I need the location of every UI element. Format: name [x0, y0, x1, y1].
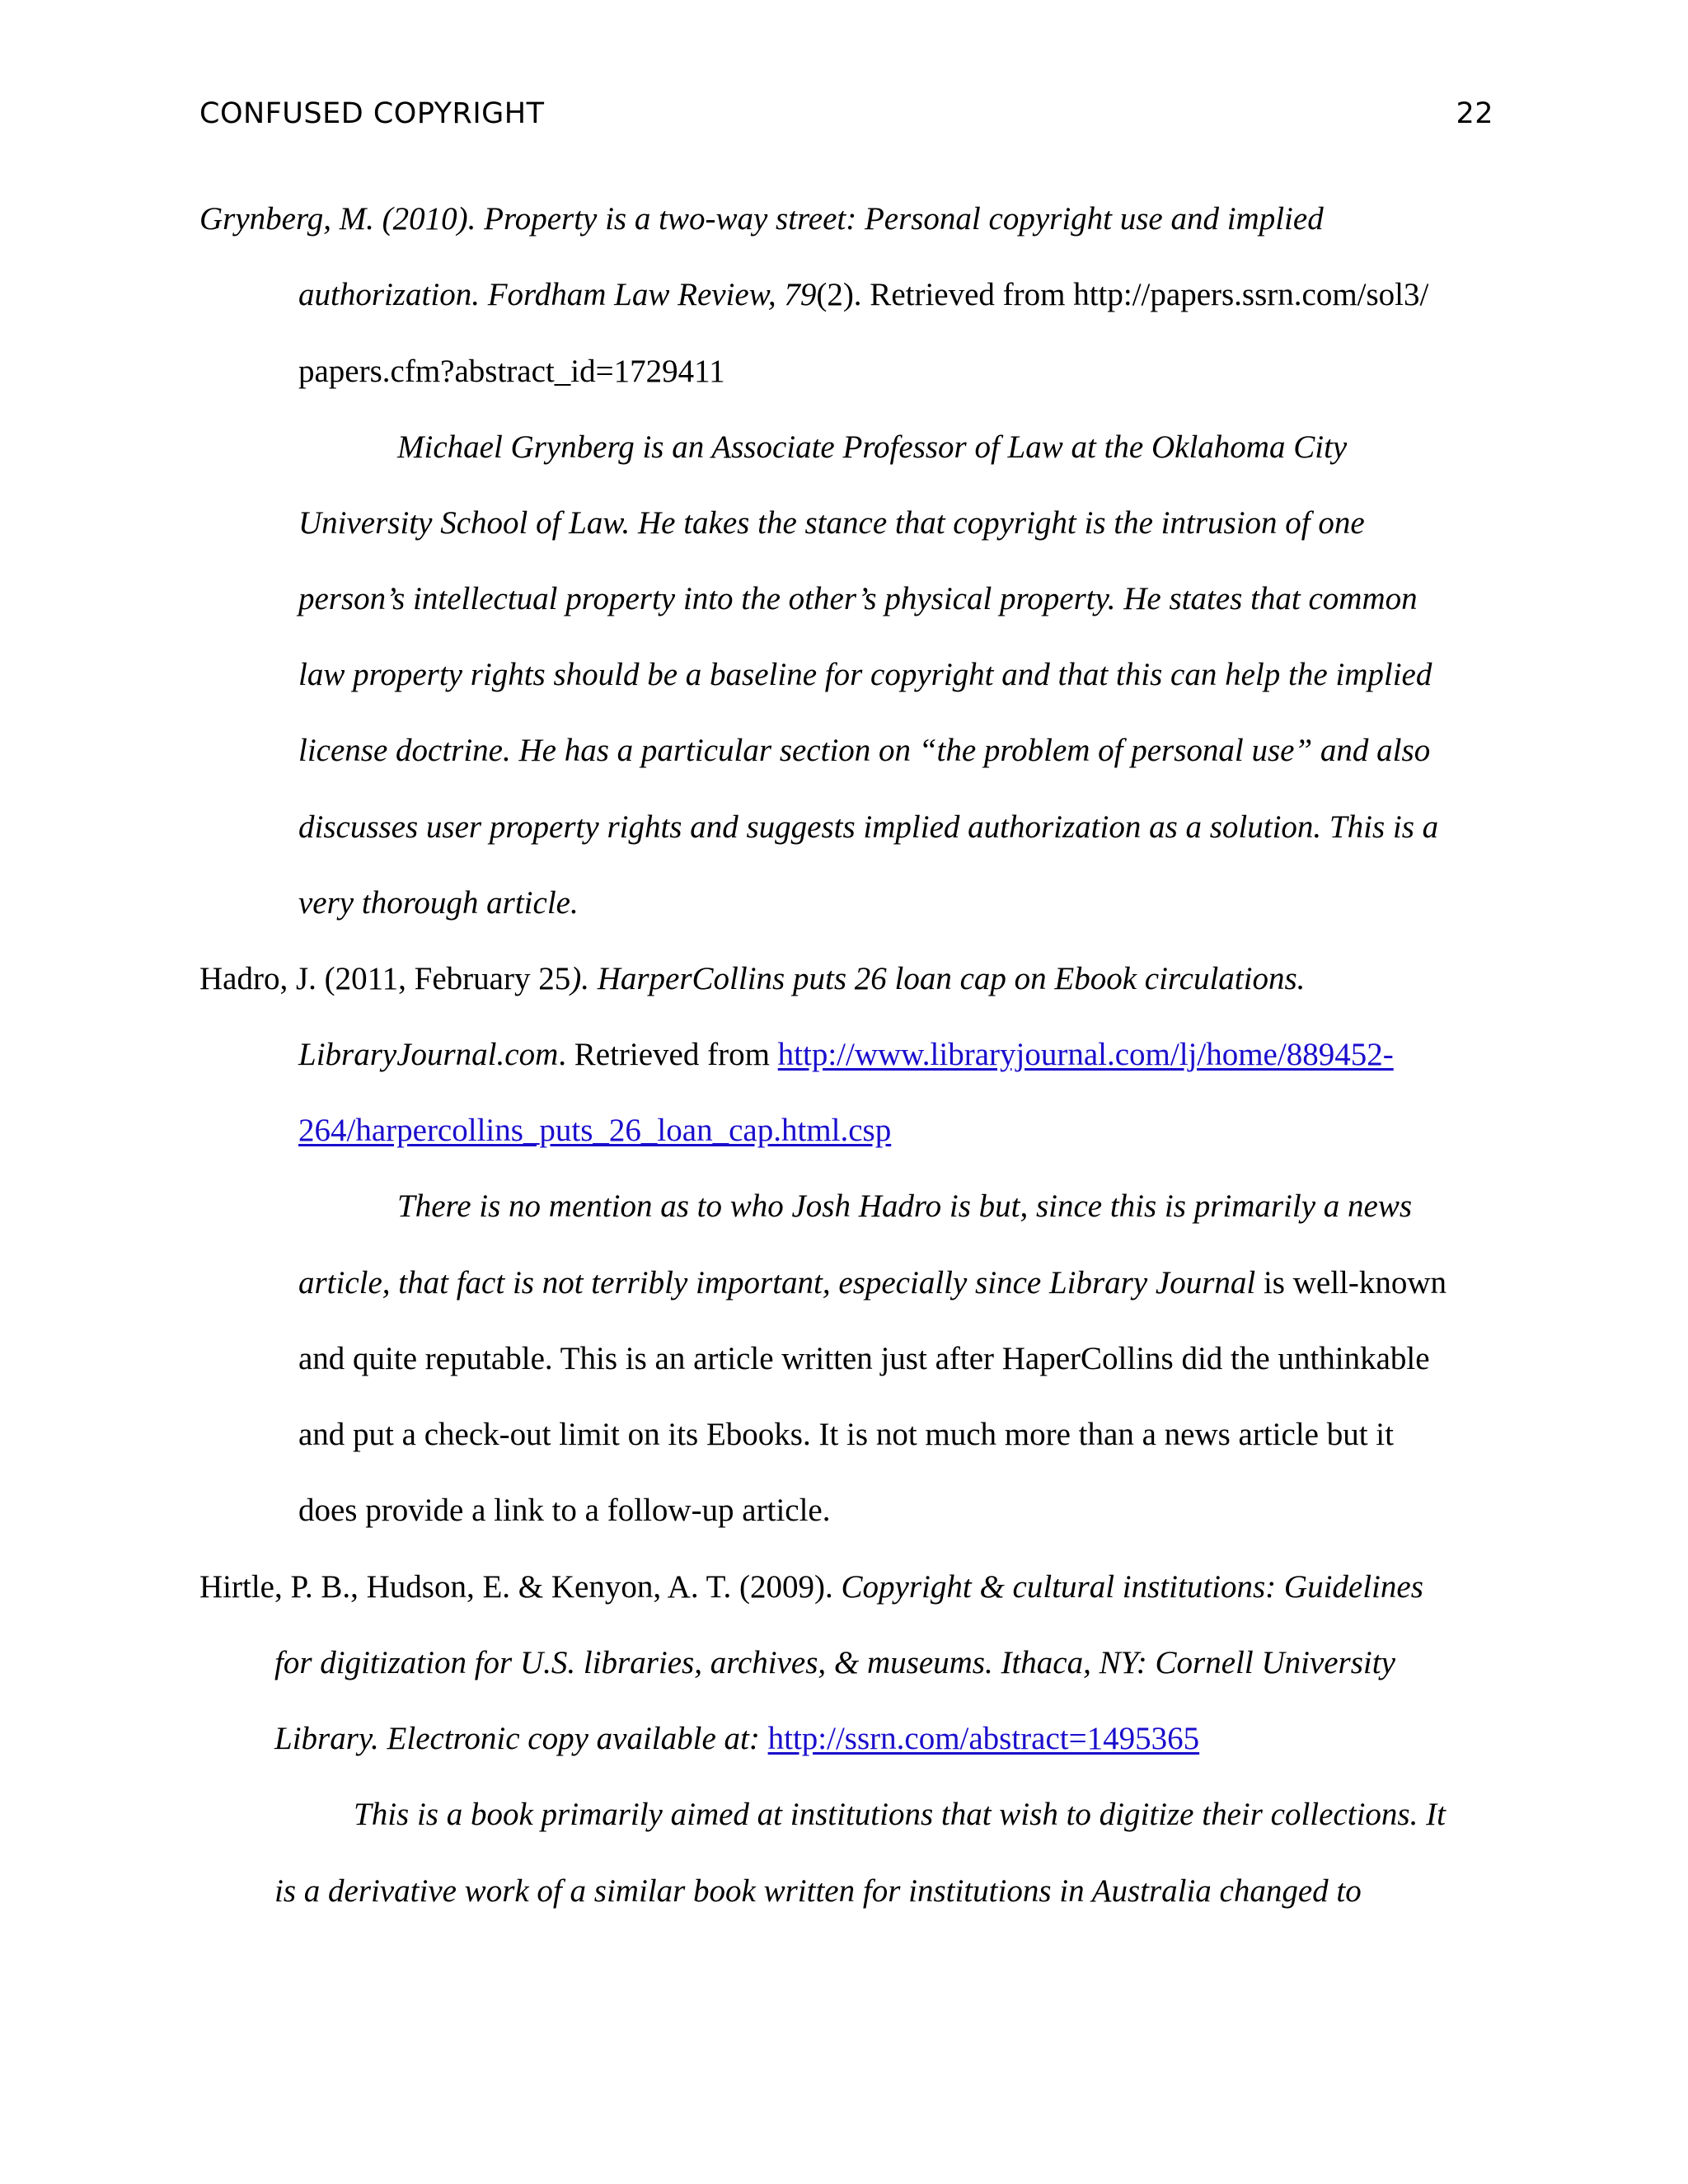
annotation-line: discusses user property rights and suggests implied authorization as a solution. This is a: [298, 809, 1439, 845]
annotation-text-italic: article, that fact is not terribly important, especially since Library Journal: [298, 1265, 1256, 1301]
annotation-line: law property rights should be a baseline for copyright and that this can help the implied: [298, 657, 1432, 692]
reference-link[interactable]: http://www.libraryjournal.com/lj/home/889452-: [777, 1037, 1394, 1072]
annotation-line: There is no mention as to who Josh Hadro is but, since this is primarily a news: [397, 1188, 1413, 1224]
citation-line: [298, 1036, 1394, 1074]
citation-line: [199, 960, 1305, 998]
citation-text: (2). Retrieved from http://papers.ssrn.com/sol3/: [816, 277, 1429, 312]
citation-text-italic: Copyright & cultural institutions: Guidelines: [841, 1569, 1423, 1605]
annotation-line: and put a check-out limit on its Ebooks. It is not much more than a news article but it: [298, 1417, 1394, 1452]
citation-text-italic: LibraryJournal.com: [298, 1037, 559, 1072]
annotation-line: Michael Grynberg is an Associate Professor of Law at the Oklahoma City: [397, 429, 1348, 465]
annotation-line: is a derivative work of a similar book written for institutions in Australia changed to: [274, 1873, 1362, 1909]
citation-text-italic: ). HarperCollins puts 26 loan cap on Ebook circulations.: [570, 961, 1306, 996]
citation-line: [298, 276, 1428, 314]
annotation-line: and quite reputable. This is an article written just after HaperCollins did the unthinkable: [298, 1341, 1430, 1376]
annotation-text: is well-known: [1255, 1265, 1447, 1301]
citation-line: [199, 1568, 1423, 1606]
citation-text: Hirtle, P. B., Hudson, E. & Kenyon, A. T. (2009).: [199, 1569, 842, 1605]
annotation-line: does provide a link to a follow-up article.: [298, 1493, 831, 1528]
citation-line: [274, 1720, 1199, 1758]
citation-text-italic: Library. Electronic copy available at:: [274, 1721, 768, 1756]
annotation-line: This is a book primarily aimed at institutions that wish to digitize their collections. It: [354, 1797, 1446, 1832]
annotation-line: license doctrine. He has a particular section on “the problem of personal use” and also: [298, 733, 1431, 768]
annotation-line: person’s intellectual property into the other’s physical property. He states that common: [298, 581, 1418, 616]
annotation-line: [298, 1264, 1447, 1302]
citation-line: papers.cfm?abstract_id=1729411: [298, 354, 725, 389]
reference-link[interactable]: 264/harpercollins_puts_26_loan_cap.html.csp: [298, 1113, 892, 1148]
running-head: CONFUSED COPYRIGHT: [199, 97, 545, 130]
citation-line: [298, 1112, 891, 1150]
annotation-line: University School of Law. He takes the stance that copyright is the intrusion of one: [298, 505, 1365, 541]
page-number: 22: [1456, 97, 1493, 130]
citation-text: Hadro, J. (2011, February 25: [199, 961, 571, 996]
citation-line: Grynberg, M. (2010). Property is a two-way street: Personal copyright use and implied: [199, 201, 1324, 237]
page-header: [199, 97, 1493, 147]
citation-line: for digitization for U.S. libraries, archives, & museums. Ithaca, NY: Cornell University: [274, 1645, 1395, 1680]
citation-text: . Retrieved from: [558, 1037, 778, 1072]
annotation-line: very thorough article.: [298, 885, 579, 921]
reference-link[interactable]: http://ssrn.com/abstract=1495365: [767, 1721, 1200, 1756]
citation-text-italic: authorization. Fordham Law Review, 79: [298, 277, 817, 312]
